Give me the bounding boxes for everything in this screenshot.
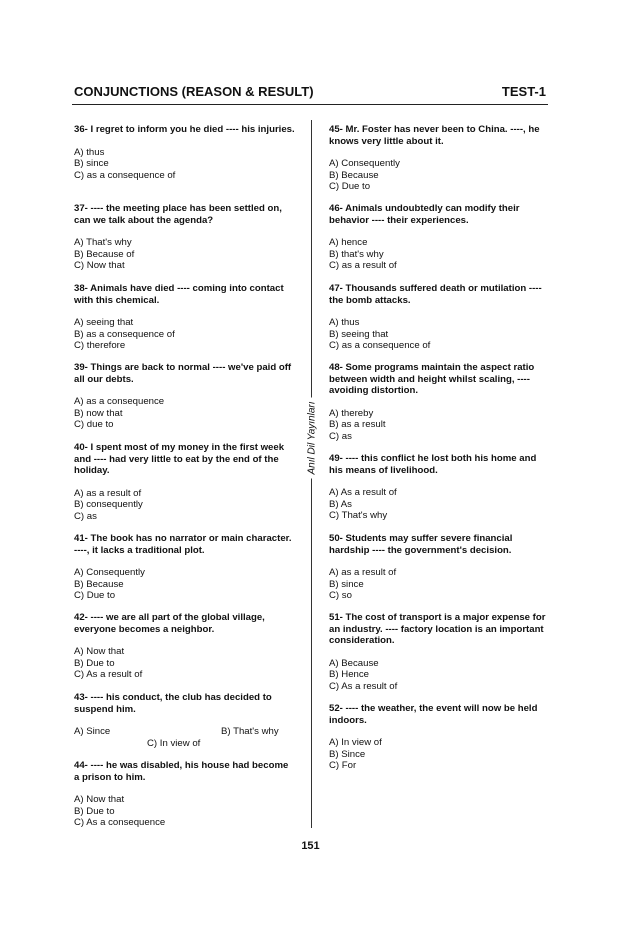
question-stem: 46- Animals undoubtedly can modify their behavior ---- their experiences.: [329, 203, 520, 226]
option-a: A) Because: [329, 657, 379, 669]
question-stem: 42- ---- we are all part of the global village, everyone becomes a neighbor.: [74, 612, 265, 635]
question-36: [74, 124, 296, 181]
question-47: [329, 283, 551, 352]
option-b: B) Due to: [74, 657, 115, 669]
option-c: C) therefore: [74, 340, 126, 352]
publisher-label: Anıl Dil Yayınları: [307, 398, 318, 479]
question-stem: 49- ---- this conflict he lost both his home and his means of livelihood.: [329, 453, 537, 476]
question-stem: 40- I spent most of my money in the first week and ---- had very little to eat by the end of the holiday.: [74, 442, 285, 477]
question-stem: 51- The cost of transport is a major expense for an industry. ---- factory location is an important consideration.: [329, 612, 546, 647]
option-a: A) Consequently: [329, 158, 400, 170]
option-c: C) due to: [74, 419, 114, 431]
option-b: B) As: [329, 498, 352, 510]
option-b: B) That's why: [221, 726, 279, 738]
question-41: [74, 533, 296, 602]
option-c: C) For: [329, 760, 357, 772]
options-group: [74, 726, 296, 750]
page-title: CONJUNCTIONS (REASON & RESULT): [74, 84, 314, 99]
question-stem: 39- Things are back to normal ---- we've paid off all our debts.: [74, 362, 292, 385]
option-b: B) now that: [74, 407, 123, 419]
option-b: B) Because: [74, 578, 124, 590]
option-b: B) Since: [329, 748, 366, 760]
question-38: [74, 283, 296, 352]
option-a: A) as a result of: [74, 487, 142, 499]
option-a: A) hence: [329, 237, 368, 249]
question-stem: 38- Animals have died ---- coming into contact with this chemical.: [74, 283, 284, 306]
test-label: TEST-1: [501, 84, 546, 99]
option-a: A) as a consequence: [74, 396, 165, 408]
option-a: A) seeing that: [74, 317, 134, 329]
option-c: C) as: [74, 510, 97, 522]
option-c: C) as a consequence of: [74, 169, 176, 181]
question-49: [329, 453, 551, 522]
option-a: A) Now that: [74, 794, 125, 806]
question-stem: 43- ---- his conduct, the club has decided to suspend him.: [74, 692, 272, 715]
question-51: [329, 612, 551, 693]
option-c: C) so: [329, 590, 352, 602]
question-stem: 36- I regret to inform you he died ---- his injuries.: [74, 124, 295, 135]
option-c: C) As a consequence: [74, 817, 166, 829]
option-a: A) Now that: [74, 646, 125, 658]
question-48: [329, 362, 551, 443]
option-a: A) Consequently: [74, 567, 145, 579]
option-c: C) as: [329, 430, 352, 442]
option-b: B) Due to: [74, 805, 115, 817]
question-46: [329, 203, 551, 272]
question-39: [74, 362, 296, 431]
question-43: [74, 692, 296, 750]
option-a: A) thus: [74, 146, 105, 158]
option-a: A) thereby: [329, 407, 374, 419]
option-c: C) Due to: [329, 181, 371, 193]
option-b: B) consequently: [74, 499, 143, 511]
option-c: C) As a result of: [329, 680, 398, 692]
option-c: C) As a result of: [74, 669, 143, 681]
question-40: [74, 442, 296, 523]
option-a: A) as a result of: [329, 567, 397, 579]
option-a: A) thus: [329, 317, 360, 329]
option-a: A) Since: [74, 726, 111, 738]
option-c: C) as a consequence of: [329, 340, 431, 352]
option-c: C) Due to: [74, 590, 116, 602]
question-44: [74, 760, 296, 829]
option-b: B) Hence: [329, 669, 369, 681]
question-37: [74, 203, 296, 272]
option-b: B) seeing that: [329, 328, 389, 340]
option-a: A) As a result of: [329, 487, 397, 499]
question-stem: 37- ---- the meeting place has been settled on, can we talk about the agenda?: [74, 203, 282, 226]
question-stem: 45- Mr. Foster has never been to China. ----, he knows very little about it.: [329, 124, 540, 147]
header-rule: [72, 104, 548, 105]
option-b: B) that's why: [329, 248, 384, 260]
question-stem: 48- Some programs maintain the aspect ratio between width and height whilst scaling, ---- avoiding distortion.: [329, 362, 535, 397]
option-b: B) Because of: [74, 248, 135, 260]
option-b: B) as a consequence of: [74, 328, 175, 340]
question-42: [74, 612, 296, 681]
question-stem: 50- Students may suffer severe financial hardship ---- the government's decision.: [329, 533, 513, 556]
question-50: [329, 533, 551, 602]
option-a: A) That's why: [74, 237, 132, 249]
page-header: [74, 84, 546, 102]
question-45: [329, 124, 551, 193]
option-c: C) as a result of: [329, 260, 397, 272]
option-c: C) That's why: [329, 510, 388, 522]
option-c: C) In view of: [147, 738, 201, 750]
question-stem: 52- ---- the weather, the event will now be held indoors.: [329, 703, 538, 726]
page-number: 151: [301, 840, 320, 852]
option-b: B) Because: [329, 169, 379, 181]
option-b: B) since: [329, 578, 364, 590]
question-52: [329, 703, 551, 772]
option-b: B) since: [74, 158, 109, 170]
option-a: A) In view of: [329, 737, 382, 749]
question-stem: 47- Thousands suffered death or mutilation ---- the bomb attacks.: [329, 283, 542, 306]
question-stem: 41- The book has no narrator or main character. ----, it lacks a traditional plot.: [74, 533, 292, 556]
question-stem: 44- ---- he was disabled, his house had become a prison to him.: [74, 760, 289, 783]
option-b: B) as a result: [329, 419, 386, 431]
option-c: C) Now that: [74, 260, 125, 272]
